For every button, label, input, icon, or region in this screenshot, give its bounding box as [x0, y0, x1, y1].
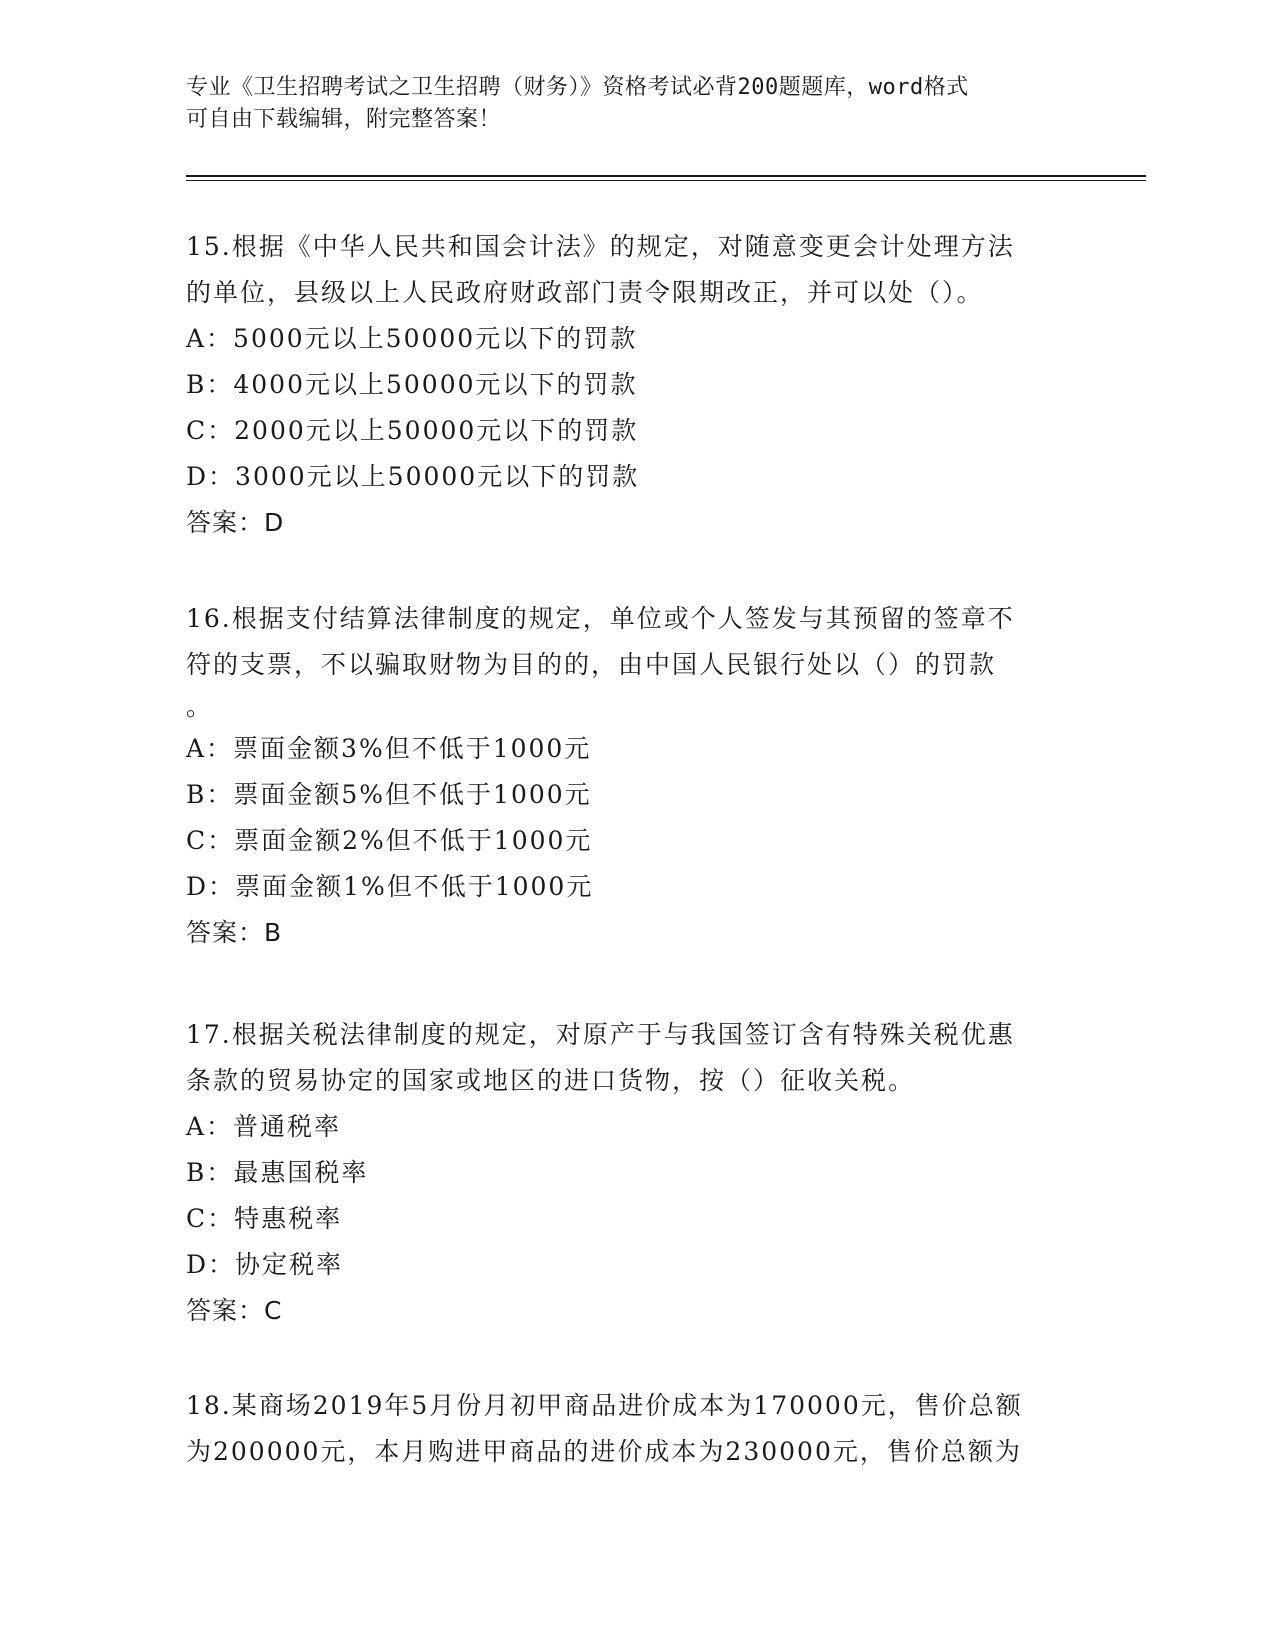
question-text-line: 的单位，县级以上人民政府财政部门责令限期改正，并可以处（）。 — [186, 278, 984, 307]
answer-line: 答案：C — [186, 1296, 283, 1325]
header-line-2: 可自由下载编辑，附完整答案！ — [186, 107, 502, 132]
option-a: A：票面金额3%但不低于1000元 — [186, 734, 592, 763]
question-15 — [186, 224, 1086, 546]
option-c: C：特惠税率 — [186, 1204, 343, 1233]
option-b: B：票面金额5%但不低于1000元 — [186, 780, 592, 809]
question-text-line: 为200000元，本月购进甲商品的进价成本为230000元，售价总额为 — [186, 1437, 1022, 1466]
question-text-line: 15.根据《中华人民共和国会计法》的规定，对随意变更会计处理方法 — [186, 232, 1015, 261]
answer-line: 答案：D — [186, 508, 285, 537]
header-divider-thick — [186, 175, 1146, 177]
option-b: B：最惠国税率 — [186, 1158, 369, 1187]
option-b: B：4000元以上50000元以下的罚款 — [186, 370, 638, 399]
option-a: A：5000元以上50000元以下的罚款 — [186, 324, 638, 353]
header-line-1: 专业《卫生招聘考试之卫生招聘（财务）》资格考试必背200题题库，word格式 — [186, 75, 969, 100]
option-d: D：票面金额1%但不低于1000元 — [186, 872, 594, 901]
option-c: C：2000元以上50000元以下的罚款 — [186, 416, 639, 445]
question-text-line: 17.根据关税法律制度的规定，对原产于与我国签订含有特殊关税优惠 — [186, 1020, 1015, 1049]
question-17 — [186, 1012, 1086, 1334]
question-18 — [186, 1383, 1086, 1475]
question-text-line: 16.根据支付结算法律制度的规定，单位或个人签发与其预留的签章不 — [186, 604, 1015, 633]
answer-line: 答案：B — [186, 918, 283, 947]
header-divider-thin — [186, 180, 1146, 181]
option-c: C：票面金额2%但不低于1000元 — [186, 826, 593, 855]
question-16 — [186, 596, 1086, 956]
option-a: A：普通税率 — [186, 1112, 342, 1141]
question-text-line: 。 — [186, 692, 214, 721]
option-d: D：协定税率 — [186, 1250, 344, 1279]
question-text-line: 条款的贸易协定的国家或地区的进口货物，按（）征收关税。 — [186, 1066, 916, 1095]
document-header — [186, 72, 1066, 136]
question-text-line: 符的支票，不以骗取财物为目的的，由中国人民银行处以（）的罚款 — [186, 650, 997, 679]
question-text-line: 18.某商场2019年5月份月初甲商品进价成本为170000元，售价总额 — [186, 1391, 1023, 1420]
option-d: D：3000元以上50000元以下的罚款 — [186, 462, 640, 491]
